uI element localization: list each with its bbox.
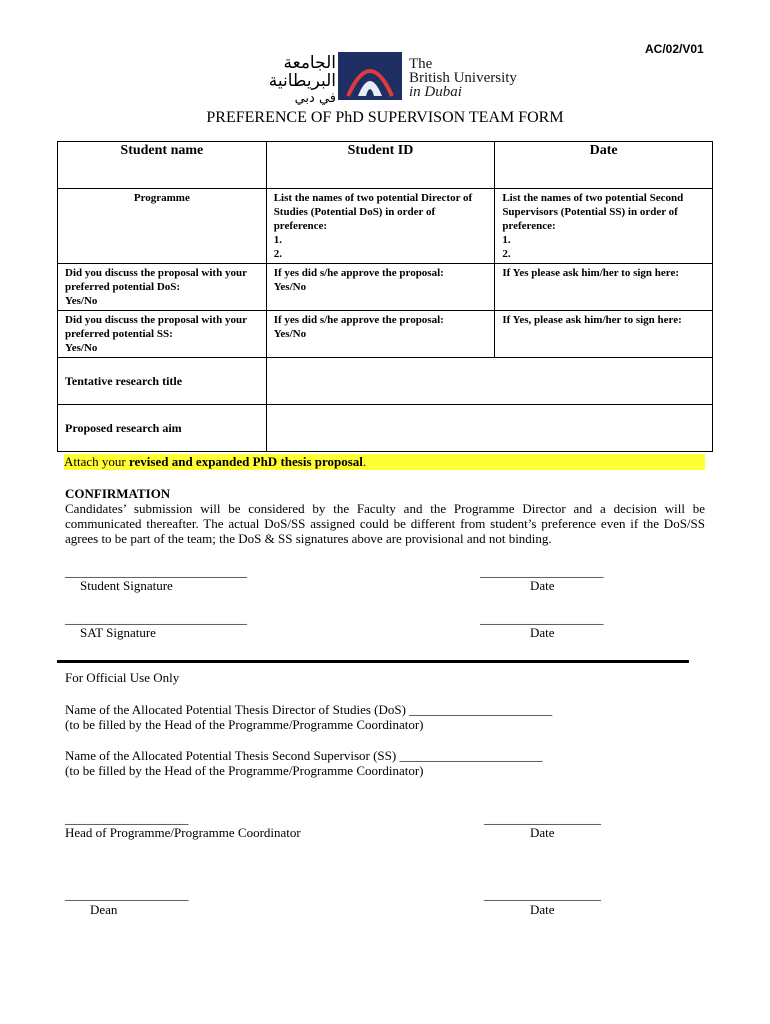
ss-approval-cell <box>266 311 495 358</box>
document-code: AC/02/V01 <box>645 42 704 56</box>
dean-date-line[interactable]: __________________ <box>484 887 601 902</box>
section-divider <box>57 660 689 663</box>
university-logo-english <box>409 57 517 99</box>
university-logo-arabic <box>198 54 336 108</box>
dos-approval-yesno[interactable]: Yes/No <box>273 281 307 293</box>
dean-signature-line[interactable]: ___________________ <box>65 887 189 902</box>
logo-english-line1: The <box>409 56 433 72</box>
dos-sign-instruction: If Yes please ask him/her to sign here: <box>502 267 680 279</box>
student-name-header: Student name <box>120 143 204 158</box>
dean-signature-label: Dean <box>90 902 118 917</box>
attach-suffix: . <box>362 454 367 469</box>
student-name-cell[interactable] <box>58 142 267 189</box>
official-use-heading: For Official Use Only <box>65 670 180 685</box>
programme-cell[interactable] <box>58 189 267 264</box>
student-date-line[interactable]: ___________________ <box>480 564 604 579</box>
university-logo-mark <box>338 52 402 100</box>
dos-list-instruction: List the names of two potential Director of Studies (Potential DoS) in order of preference: <box>273 192 473 232</box>
student-date-label: Date <box>530 578 555 593</box>
research-title-label: Tentative research title <box>65 374 183 388</box>
dos-preference-cell[interactable] <box>266 189 495 264</box>
ss-preference-cell[interactable] <box>495 189 713 264</box>
logo-arabic-line1: الجامعة <box>283 53 336 73</box>
dos-item-2: 2. <box>273 248 282 260</box>
dos-approval-cell <box>266 264 495 311</box>
attach-note <box>64 454 705 470</box>
student-id-cell[interactable] <box>266 142 495 189</box>
research-aim-label-cell <box>58 405 267 452</box>
ss-approval-yesno[interactable]: Yes/No <box>273 328 307 340</box>
ss-item-1: 1. <box>502 234 511 246</box>
ss-sign-instruction: If Yes, please ask him/her to sign here: <box>502 314 682 326</box>
sat-signature-label: SAT Signature <box>80 625 156 640</box>
student-id-header: Student ID <box>347 143 414 158</box>
date-header: Date <box>589 143 618 158</box>
dos-discussion-yesno[interactable]: Yes/No <box>65 295 98 307</box>
hop-date-label: Date <box>530 825 555 840</box>
dos-sign-cell[interactable] <box>495 264 713 311</box>
arch-emblem-icon <box>338 52 402 100</box>
sat-date-label: Date <box>530 625 555 640</box>
ss-discussion-yesno[interactable]: Yes/No <box>65 342 98 354</box>
confirmation-heading: CONFIRMATION <box>65 486 171 501</box>
ss-approval-question: If yes did s/he approve the proposal: <box>273 314 444 326</box>
confirmation-text: Candidates’ submission will be considered by the Faculty and the Programme Director and a decision will be communicated thereafter. The actual DoS/SS assigned could be different from student’s preference even if the DoS/SS agrees to be part of the team; the DoS & SS signatures above are provisional and not binding. <box>65 501 705 546</box>
ss-discussion-question: Did you discuss the proposal with your preferred potential SS: <box>65 314 247 340</box>
research-aim-label: Proposed research aim <box>65 421 182 435</box>
logo-english-line3: in Dubai <box>409 84 462 100</box>
logo-arabic-line2: البريطانية <box>268 71 336 91</box>
ss-sign-cell[interactable] <box>495 311 713 358</box>
attach-prefix: Attach your <box>64 454 129 469</box>
sat-signature-line[interactable]: ____________________________ <box>65 611 247 626</box>
dos-item-1: 1. <box>273 234 282 246</box>
dos-discussion-cell <box>58 264 267 311</box>
ss-list-instruction: List the names of two potential Second Supervisors (Potential SS) in order of preference: <box>502 192 684 232</box>
allocated-dos-line[interactable]: Name of the Allocated Potential Thesis Director of Studies (DoS) ______________________ <box>65 702 553 717</box>
allocated-ss-note: (to be filled by the Head of the Programme/Programme Coordinator) <box>65 763 424 778</box>
logo-arabic-line3: في دبي <box>294 91 336 106</box>
research-aim-field[interactable] <box>266 405 712 452</box>
hop-signature-line[interactable]: ___________________ <box>65 811 189 826</box>
attach-proposal-text: revised and expanded PhD thesis proposal <box>128 454 363 469</box>
logo-english-line2: British University <box>409 70 517 86</box>
allocated-dos-note: (to be filled by the Head of the Programme/Programme Coordinator) <box>65 717 424 732</box>
research-title-field[interactable] <box>266 358 712 405</box>
dos-discussion-question: Did you discuss the proposal with your preferred potential DoS: <box>65 267 247 293</box>
research-title-label-cell <box>58 358 267 405</box>
hop-date-line[interactable]: __________________ <box>484 811 601 826</box>
form-title: PREFERENCE OF PhD SUPERVISON TEAM FORM <box>206 109 564 126</box>
ss-item-2: 2. <box>502 248 511 260</box>
date-cell[interactable] <box>495 142 713 189</box>
ss-discussion-cell <box>58 311 267 358</box>
hop-signature-label: Head of Programme/Programme Coordinator <box>65 825 301 840</box>
dos-approval-question: If yes did s/he approve the proposal: <box>273 267 444 279</box>
student-signature-line[interactable]: ____________________________ <box>65 564 247 579</box>
allocated-ss-line[interactable]: Name of the Allocated Potential Thesis Second Supervisor (SS) ______________________ <box>65 748 543 763</box>
preference-table <box>57 141 713 452</box>
dean-date-label: Date <box>530 902 555 917</box>
student-signature-label: Student Signature <box>80 578 173 593</box>
sat-date-line[interactable]: ___________________ <box>480 611 604 626</box>
programme-label: Programme <box>133 192 190 204</box>
